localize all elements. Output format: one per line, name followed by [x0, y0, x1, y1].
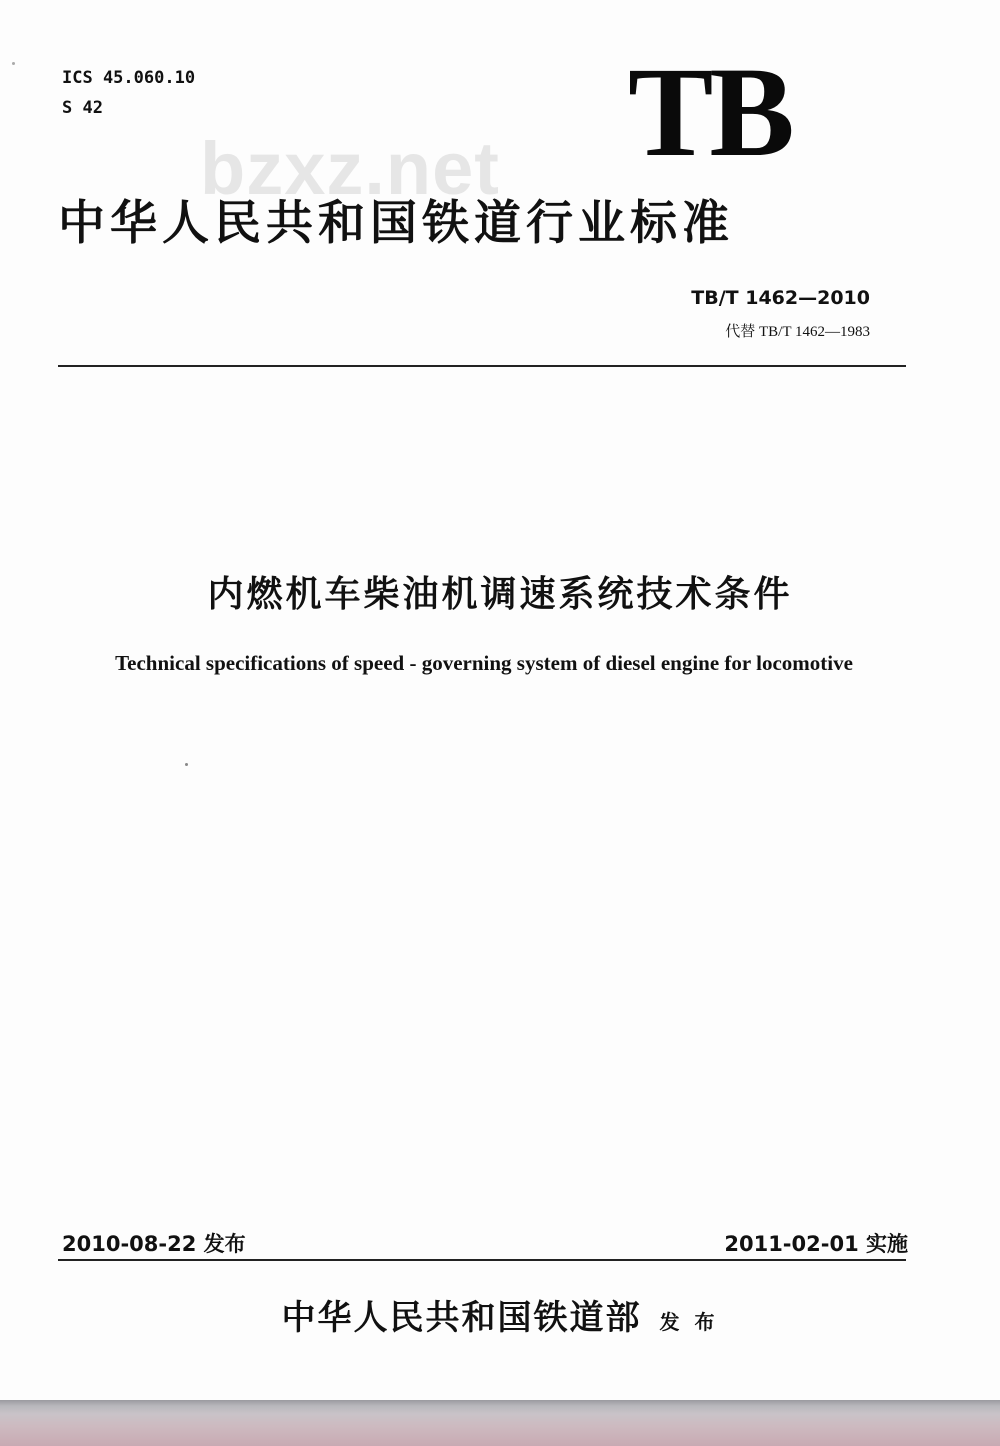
org-title: 中华人民共和国铁道行业标准	[58, 196, 734, 251]
footer-divider	[58, 1259, 906, 1261]
scan-bottom-edge	[0, 1400, 1000, 1446]
issuer-verb: 发 布	[659, 1310, 719, 1334]
issuer-line	[0, 1290, 1000, 1339]
header-divider	[58, 365, 906, 367]
tb-logo: TB	[628, 41, 791, 183]
scan-speck	[185, 763, 188, 766]
ics-code: ICS 45.060.10	[62, 68, 196, 88]
implement-date: 2011-02-01 实施	[724, 1232, 908, 1256]
issuer-org: 中华人民共和国铁道部	[281, 1298, 642, 1338]
replaces-note: 代替 TB/T 1462—1983	[725, 324, 870, 340]
watermark: bzxz.net	[200, 127, 500, 210]
document-title-en: Technical specifications of speed - governing system of diesel engine for locomotive	[115, 651, 853, 675]
scan-speck	[12, 62, 15, 65]
issue-date: 2010-08-22 发布	[62, 1232, 246, 1256]
document-title-cn: 内燃机车柴油机调速系统技术条件	[207, 574, 793, 615]
category-code: S 42	[62, 98, 103, 118]
standard-number: TB/T 1462—2010	[691, 287, 870, 309]
